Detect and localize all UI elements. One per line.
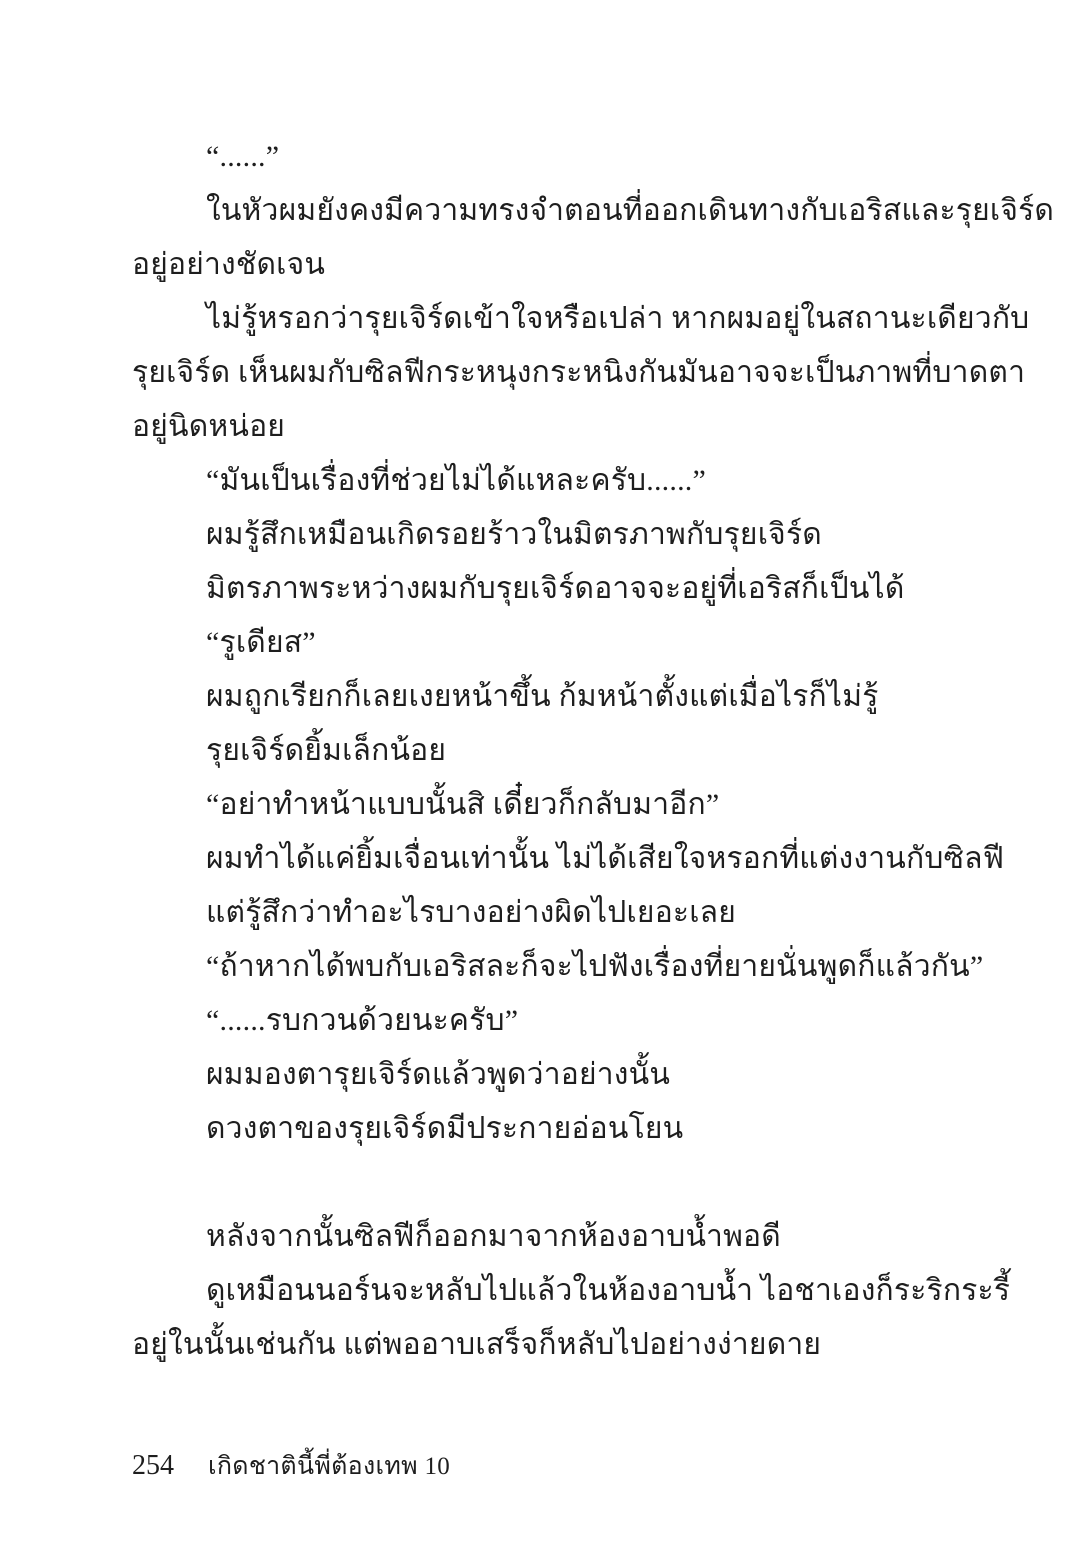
text-line: หลังจากนั้นซิลฟีก็ออกมาจากห้องอาบน้ำพอดี (206, 1220, 781, 1253)
text-line: รุยเจิร์ดยิ้มเล็กน้อย (206, 734, 447, 767)
text-line: ดูเหมือนนอร์นจะหลับไปแล้วในห้องอาบน้ำ ไอชาเองก็ระริกระรี้ (206, 1274, 1011, 1307)
text-line: ผมมองตารุยเจิร์ดแล้วพูดว่าอย่างนั้น (206, 1058, 671, 1091)
text-line: ผมทำได้แค่ยิ้มเจื่อนเท่านั้น ไม่ได้เสียใจหรอกที่แต่งงานกับซิลฟี (206, 842, 1005, 875)
text-line: ไม่รู้หรอกว่ารุยเจิร์ดเข้าใจหรือเปล่า หากผมอยู่ในสถานะเดียวกับ (206, 302, 1030, 335)
text-line: รุยเจิร์ด เห็นผมกับซิลฟีกระหนุงกระหนิงกันมันอาจจะเป็นภาพที่บาดตา (132, 356, 1026, 389)
text-line: “รูเดียส” (206, 626, 316, 659)
text-line: อยู่อย่างชัดเจน (132, 248, 326, 281)
text-line: ดวงตาของรุยเจิร์ดมีประกายอ่อนโยน (206, 1112, 684, 1145)
text-line: “ถ้าหากได้พบกับเอริสละก็จะไปฟังเรื่องที่ยายนั่นพูดก็แล้วกัน” (206, 950, 984, 983)
text-line: ในหัวผมยังคงมีความทรงจำตอนที่ออกเดินทางกับเอริสและรุยเจิร์ด (206, 194, 1055, 227)
text-line: แต่รู้สึกว่าทำอะไรบางอย่างผิดไปเยอะเลย (206, 896, 737, 929)
page-number: 254 (132, 1450, 174, 1481)
page-footer (132, 1446, 450, 1486)
text-line: อยู่ในนั้นเช่นกัน แต่พออาบเสร็จก็หลับไปอย่างง่ายดาย (132, 1328, 822, 1361)
text-line: อยู่นิดหน่อย (132, 410, 286, 443)
body-text (132, 130, 1055, 1372)
text-line: “......รบกวนด้วยนะครับ” (206, 1004, 519, 1037)
text-line: “อย่าทำหน้าแบบนั้นสิ เดี๋ยวก็กลับมาอีก” (206, 788, 720, 821)
text-line: ผมถูกเรียกก็เลยเงยหน้าขึ้น ก้มหน้าตั้งแต่เมื่อไรก็ไม่รู้ (206, 680, 879, 713)
text-line: “......” (206, 140, 280, 173)
text-line: มิตรภาพระหว่างผมกับรุยเจิร์ดอาจจะอยู่ที่เอริสก็เป็นได้ (206, 572, 905, 605)
text-line: ผมรู้สึกเหมือนเกิดรอยร้าวในมิตรภาพกับรุยเจิร์ด (206, 518, 822, 551)
text-line: “มันเป็นเรื่องที่ช่วยไม่ได้แหละครับ......” (206, 464, 706, 497)
book-title: เกิดชาตินี้พี่ต้องเทพ 10 (208, 1453, 451, 1480)
